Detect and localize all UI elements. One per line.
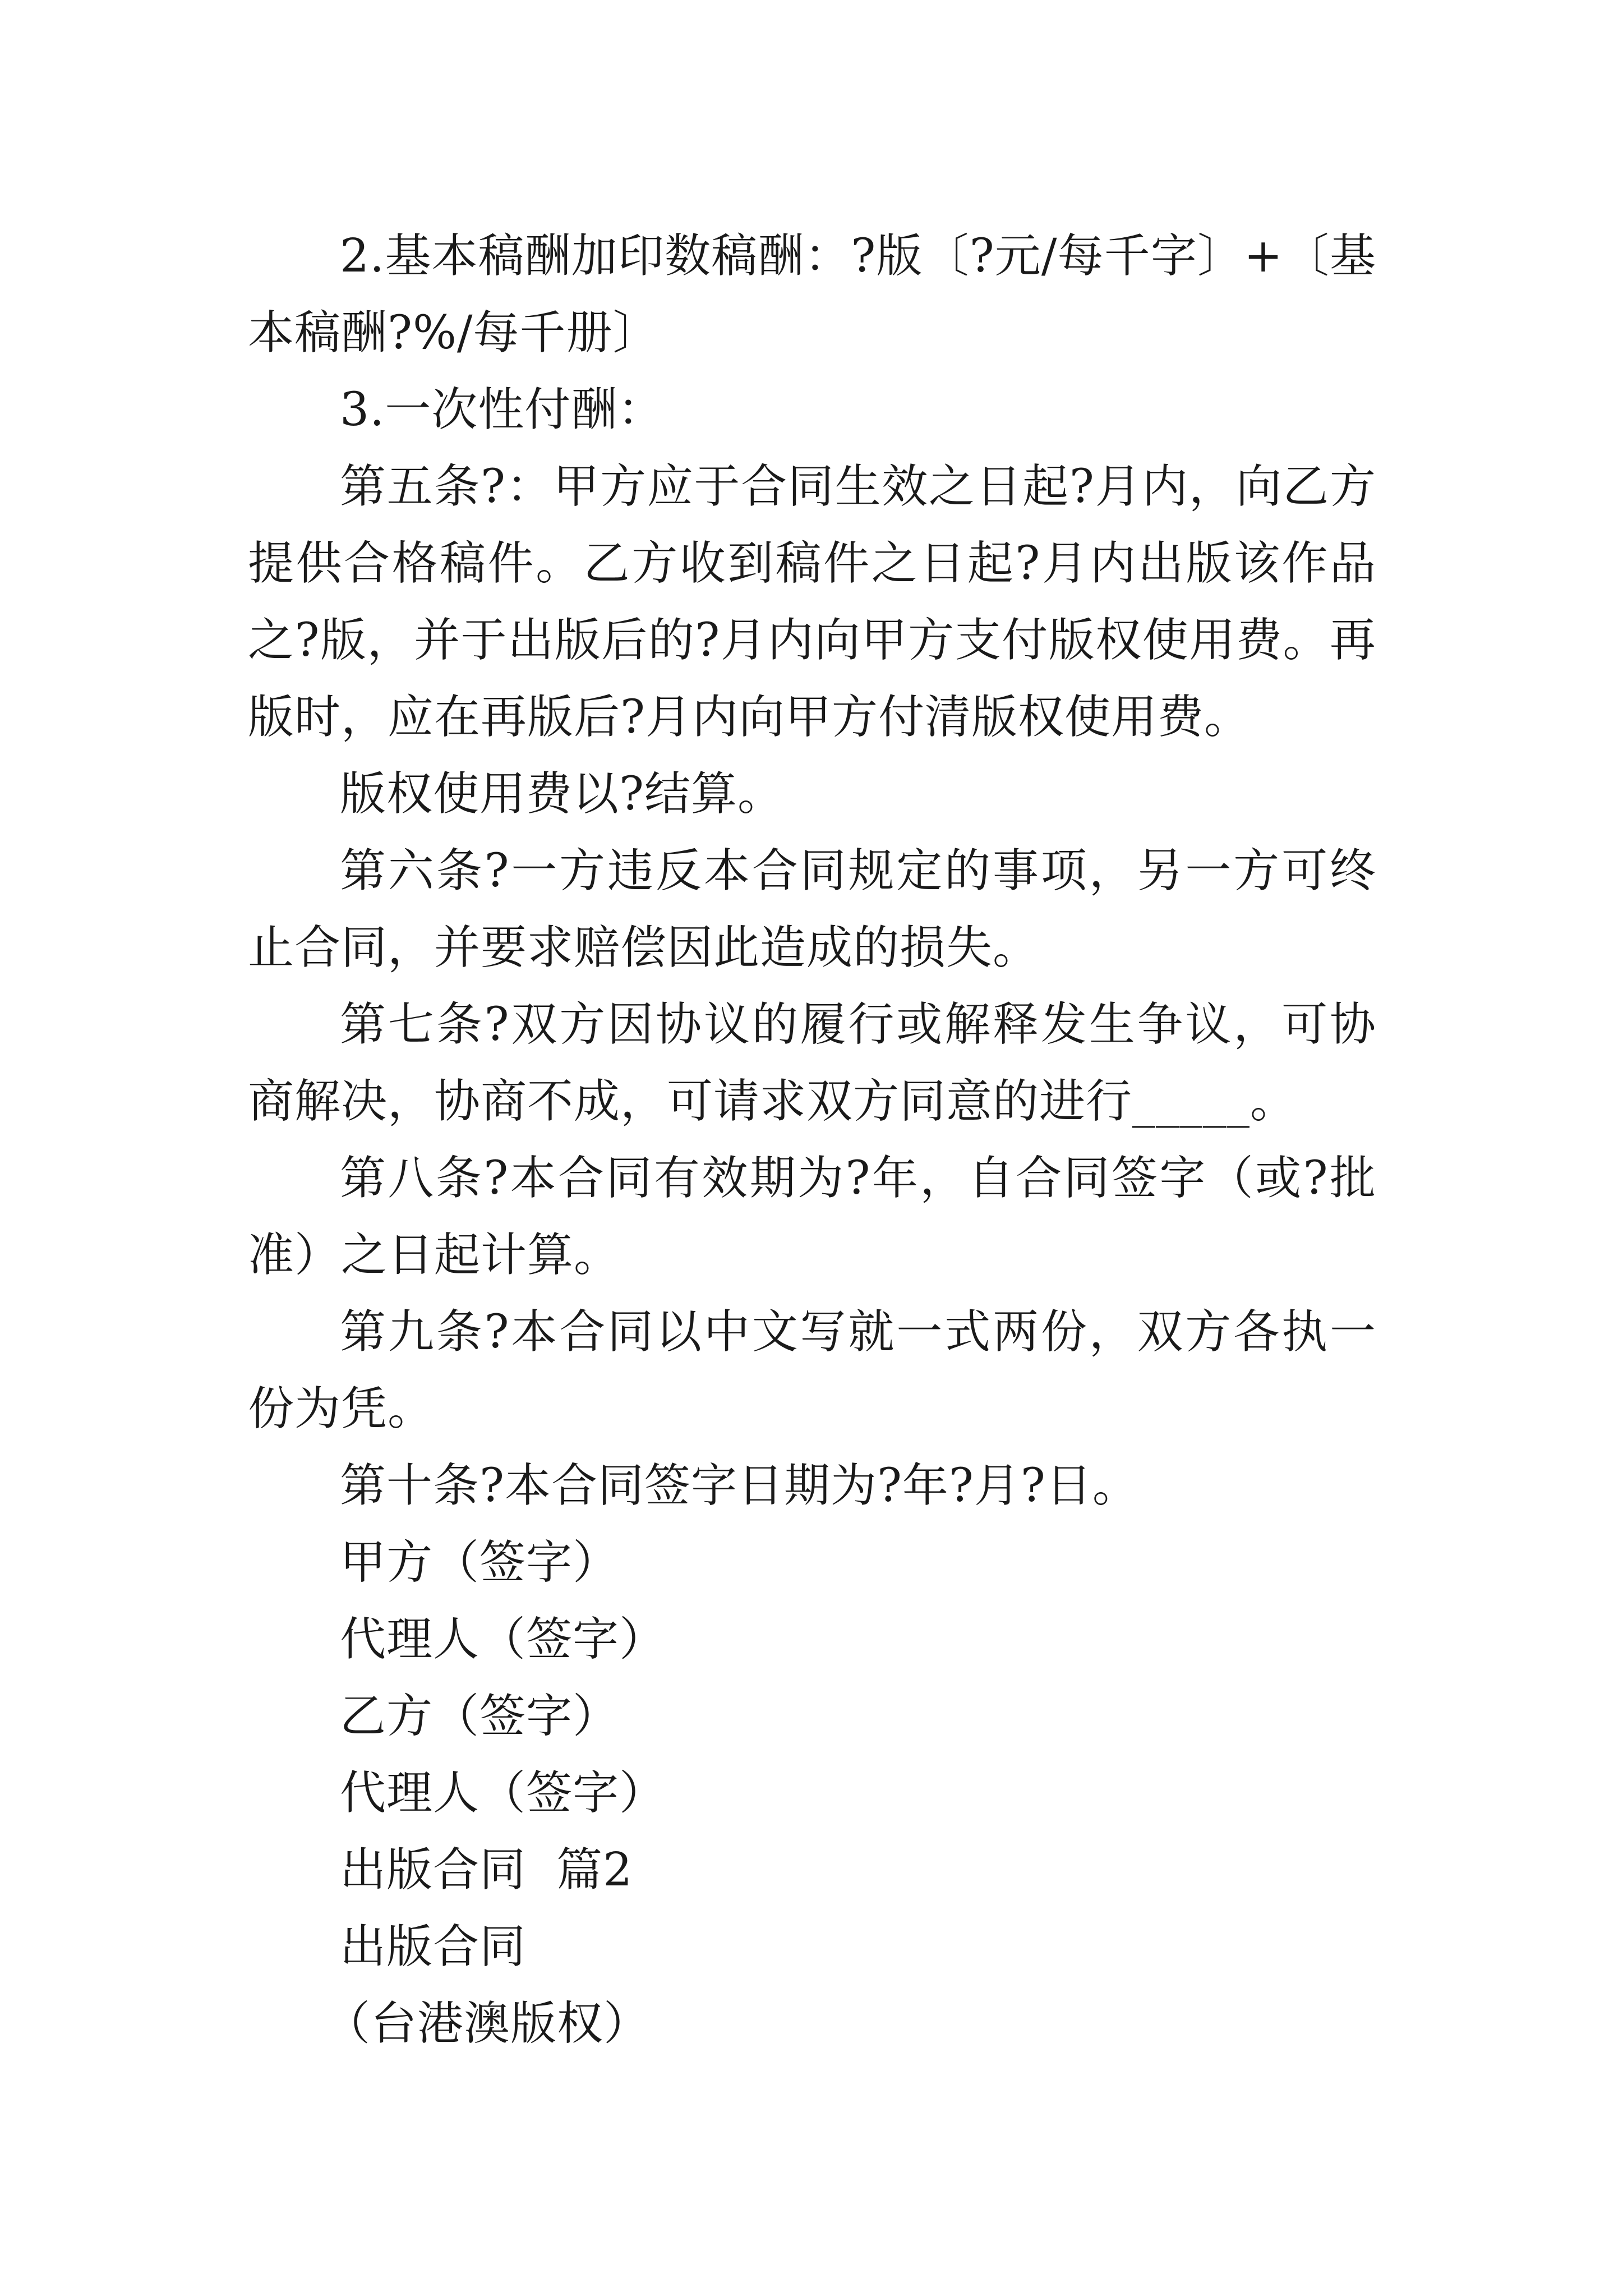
signature-party-b: 乙方（签字） [340,1690,620,1743]
clause-10: 第十条?本合同签字日期为?年?月?日。 [340,1459,1139,1512]
paragraph-basic-royalty: 2.基本稿酬加印数稿酬：?版〔?元/每千字〕+〔基本稿酬?%/每千册〕 [248,229,1376,360]
paragraph-lump-sum: 3.一次性付酬： [340,383,665,436]
contract-subtitle: （台港澳版权） [324,1997,651,2050]
clause-7: 第七条?双方因协议的履行或解释发生争议，可协商解决，协商不成，可请求双方同意的进行_____。 [248,998,1376,1128]
section-heading: 出版合同 篇2 [340,1843,633,1897]
clause-6: 第六条?一方违反本合同规定的事项，另一方可终止合同，并要求赔偿因此造成的损失。 [248,844,1376,974]
document-body [248,218,1376,2062]
clause-8: 第八条?本合同有效期为?年，自合同签字（或?批准）之日起计算。 [248,1152,1376,1282]
signature-agent-a: 代理人（签字） [340,1613,666,1666]
clause-5: 第五条?：甲方应于合同生效之日起?月内，向乙方提供合格稿件。乙方收到稿件之日起?月内出版该作品之?版，并于出版后的?月内向甲方支付版权使用费。再版时，应在再版后?月内向甲方付清版权使用费。 [248,460,1376,744]
contract-title: 出版合同 [340,1920,527,1973]
clause-9: 第九条?本合同以中文写就一式两份，双方各执一份为凭。 [248,1305,1376,1435]
signature-agent-b: 代理人（签字） [340,1766,666,1820]
paragraph-settlement: 版权使用费以?结算。 [340,767,784,821]
signature-party-a: 甲方（签字） [340,1536,620,1589]
